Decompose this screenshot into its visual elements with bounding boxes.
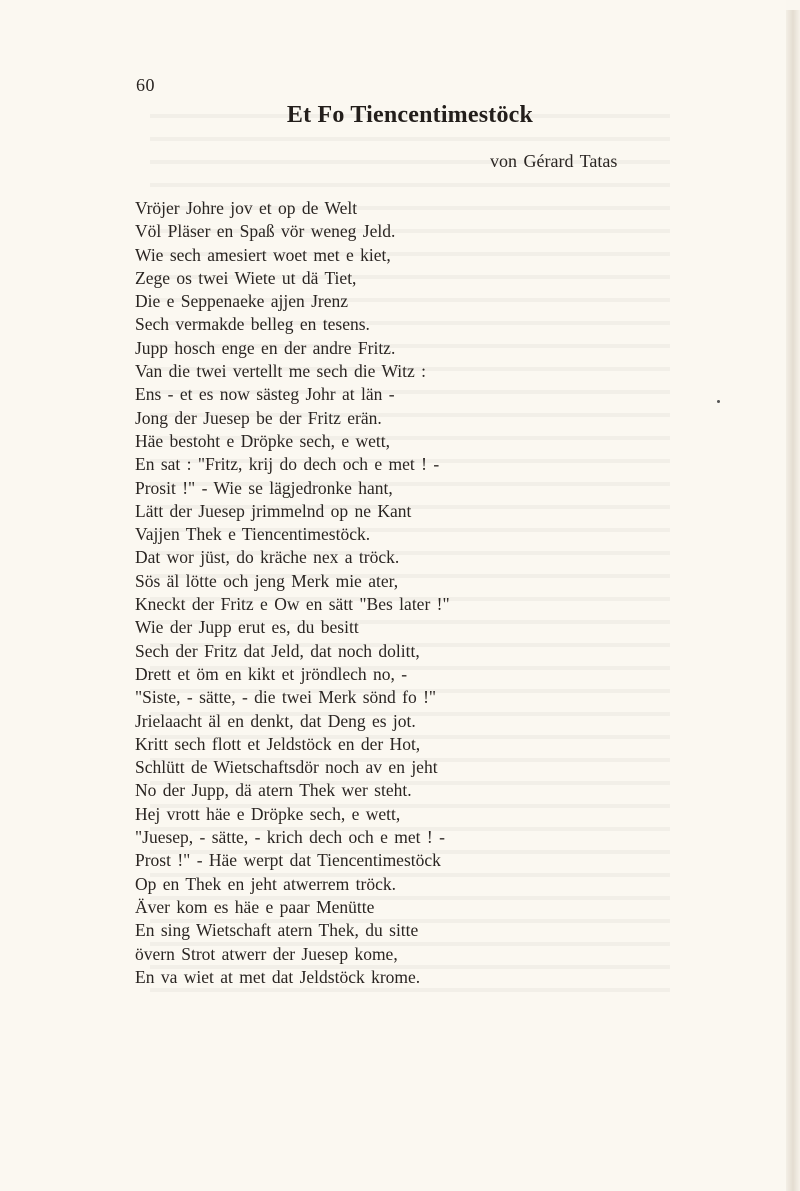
poem-author: von Gérard Tatas — [490, 151, 618, 171]
poem-line: Ens - et es now sästeg Johr at län - — [135, 384, 395, 405]
poem-line: Zege os twei Wiete ut dä Tiet, — [135, 267, 357, 288]
poem-line: Sös äl lötte och jeng Merk mie ater, — [135, 570, 399, 591]
poem-line: En sat : "Fritz, krij do dech och e met ! - — [135, 454, 440, 475]
poem-line: Völ Pläser en Spaß vör weneg Jeld. — [135, 221, 396, 242]
poem-line: Wie der Jupp erut es, du besitt — [135, 617, 359, 638]
poem-line: Jong der Juesep be der Fritz erän. — [135, 407, 382, 428]
poem-line: Vröjer Johre jov et op de Welt — [135, 198, 358, 218]
poem-line: Äver kom es häe e paar Menütte — [135, 896, 375, 917]
poem-line: Sech der Fritz dat Jeld, dat noch dolitt, — [135, 640, 420, 661]
poem-line: Lätt der Juesep jrimmelnd op ne Kant — [135, 500, 412, 521]
poem-line: övern Strot atwerr der Juesep kome, — [135, 943, 398, 964]
poem-line: Prosit !" - Wie se lägjedronke hant, — [135, 477, 393, 498]
poem-line: Die e Seppenaeke ajjen Jrenz — [135, 291, 349, 312]
page-number: 60 — [136, 75, 155, 95]
poem-line: Op en Thek en jeht atwerrem tröck. — [135, 873, 396, 894]
poem-line: No der Jupp, dä atern Thek wer steht. — [135, 780, 412, 801]
poem-title: Et Fo Tiencentimestöck — [286, 102, 534, 128]
poem-line: Drett et öm en kikt et jröndlech no, - — [135, 663, 408, 684]
poem-line: Häe bestoht e Dröpke sech, e wett, — [135, 430, 390, 451]
poem-line: Sech vermakde belleg en tesens. — [135, 314, 370, 335]
poem-line: "Siste, - sätte, - die twei Merk sönd fo !" — [135, 687, 437, 708]
poem-line: En va wiet at met dat Jeldstöck krome. — [135, 966, 421, 987]
poem-line: Schlütt de Wietschaftsdör noch av en jeht — [135, 757, 438, 778]
poem-line: Kritt sech flott et Jeldstöck en der Hot, — [135, 733, 421, 754]
poem-line: "Juesep, - sätte, - krich dech och e met ! - — [135, 827, 445, 848]
poem-line: Wie sech amesiert woet met e kiet, — [135, 244, 391, 265]
scan-speck — [717, 400, 720, 403]
poem-line: Hej vrott häe e Dröpke sech, e wett, — [135, 803, 401, 824]
poem-line: Van die twei vertellt me sech die Witz : — [135, 361, 426, 382]
poem-line: En sing Wietschaft atern Thek, du sitte — [135, 920, 419, 941]
poem-line: Kneckt der Fritz e Ow en sätt "Bes later !" — [135, 594, 450, 615]
poem-line: Prost !" - Häe werpt dat Tiencentimestöck — [135, 850, 441, 871]
poem-line: Jupp hosch enge en der andre Fritz. — [135, 337, 396, 358]
page-edge-shadow — [786, 10, 800, 1191]
poem-line: Jrielaacht äl en denkt, dat Deng es jot. — [135, 710, 416, 731]
poem-line: Dat wor jüst, do kräche nex a tröck. — [135, 547, 400, 568]
poem-line: Vajjen Thek e Tiencentimestöck. — [135, 524, 371, 545]
poem-body — [135, 197, 450, 989]
